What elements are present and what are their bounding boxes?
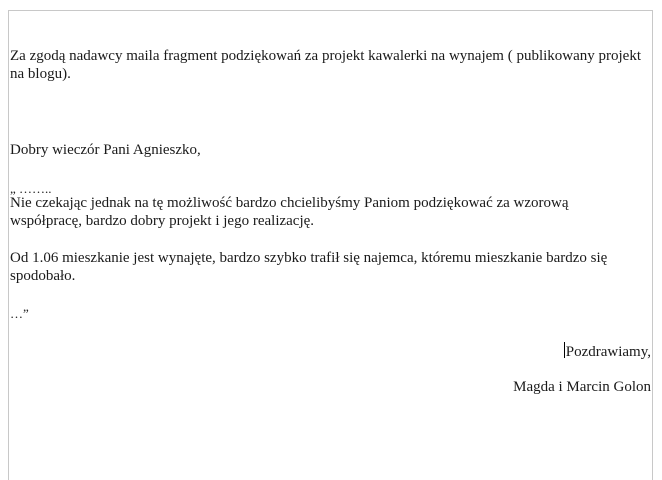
closing-line — [564, 342, 651, 361]
signature-line: Magda i Marcin Golon — [513, 379, 651, 395]
body-paragraph-1: Nie czekając jednak na tę możliwość bardzo chcielibyśmy Paniom podziękować za wzorową współpracę, bardzo dobry projekt i jego realizację. — [10, 195, 569, 229]
body-paragraph-2: Od 1.06 mieszkanie jest wynajęte, bardzo szybko trafił się najemca, któremu mieszkanie bardzo się spodobało. — [10, 250, 608, 284]
quote-open: „ …….. — [10, 181, 52, 196]
intro-paragraph: Za zgodą nadawcy maila fragment podziękowań za projekt kawalerki na wynajem ( publikowany projekt na blogu). — [10, 48, 642, 82]
document-page[interactable] — [8, 10, 653, 480]
quote-close: …” — [10, 306, 29, 321]
closing-text: Pozdrawiamy, — [565, 344, 651, 360]
greeting-line: Dobry wieczór Pani Agnieszko, — [10, 142, 201, 158]
text-cursor — [564, 342, 565, 358]
